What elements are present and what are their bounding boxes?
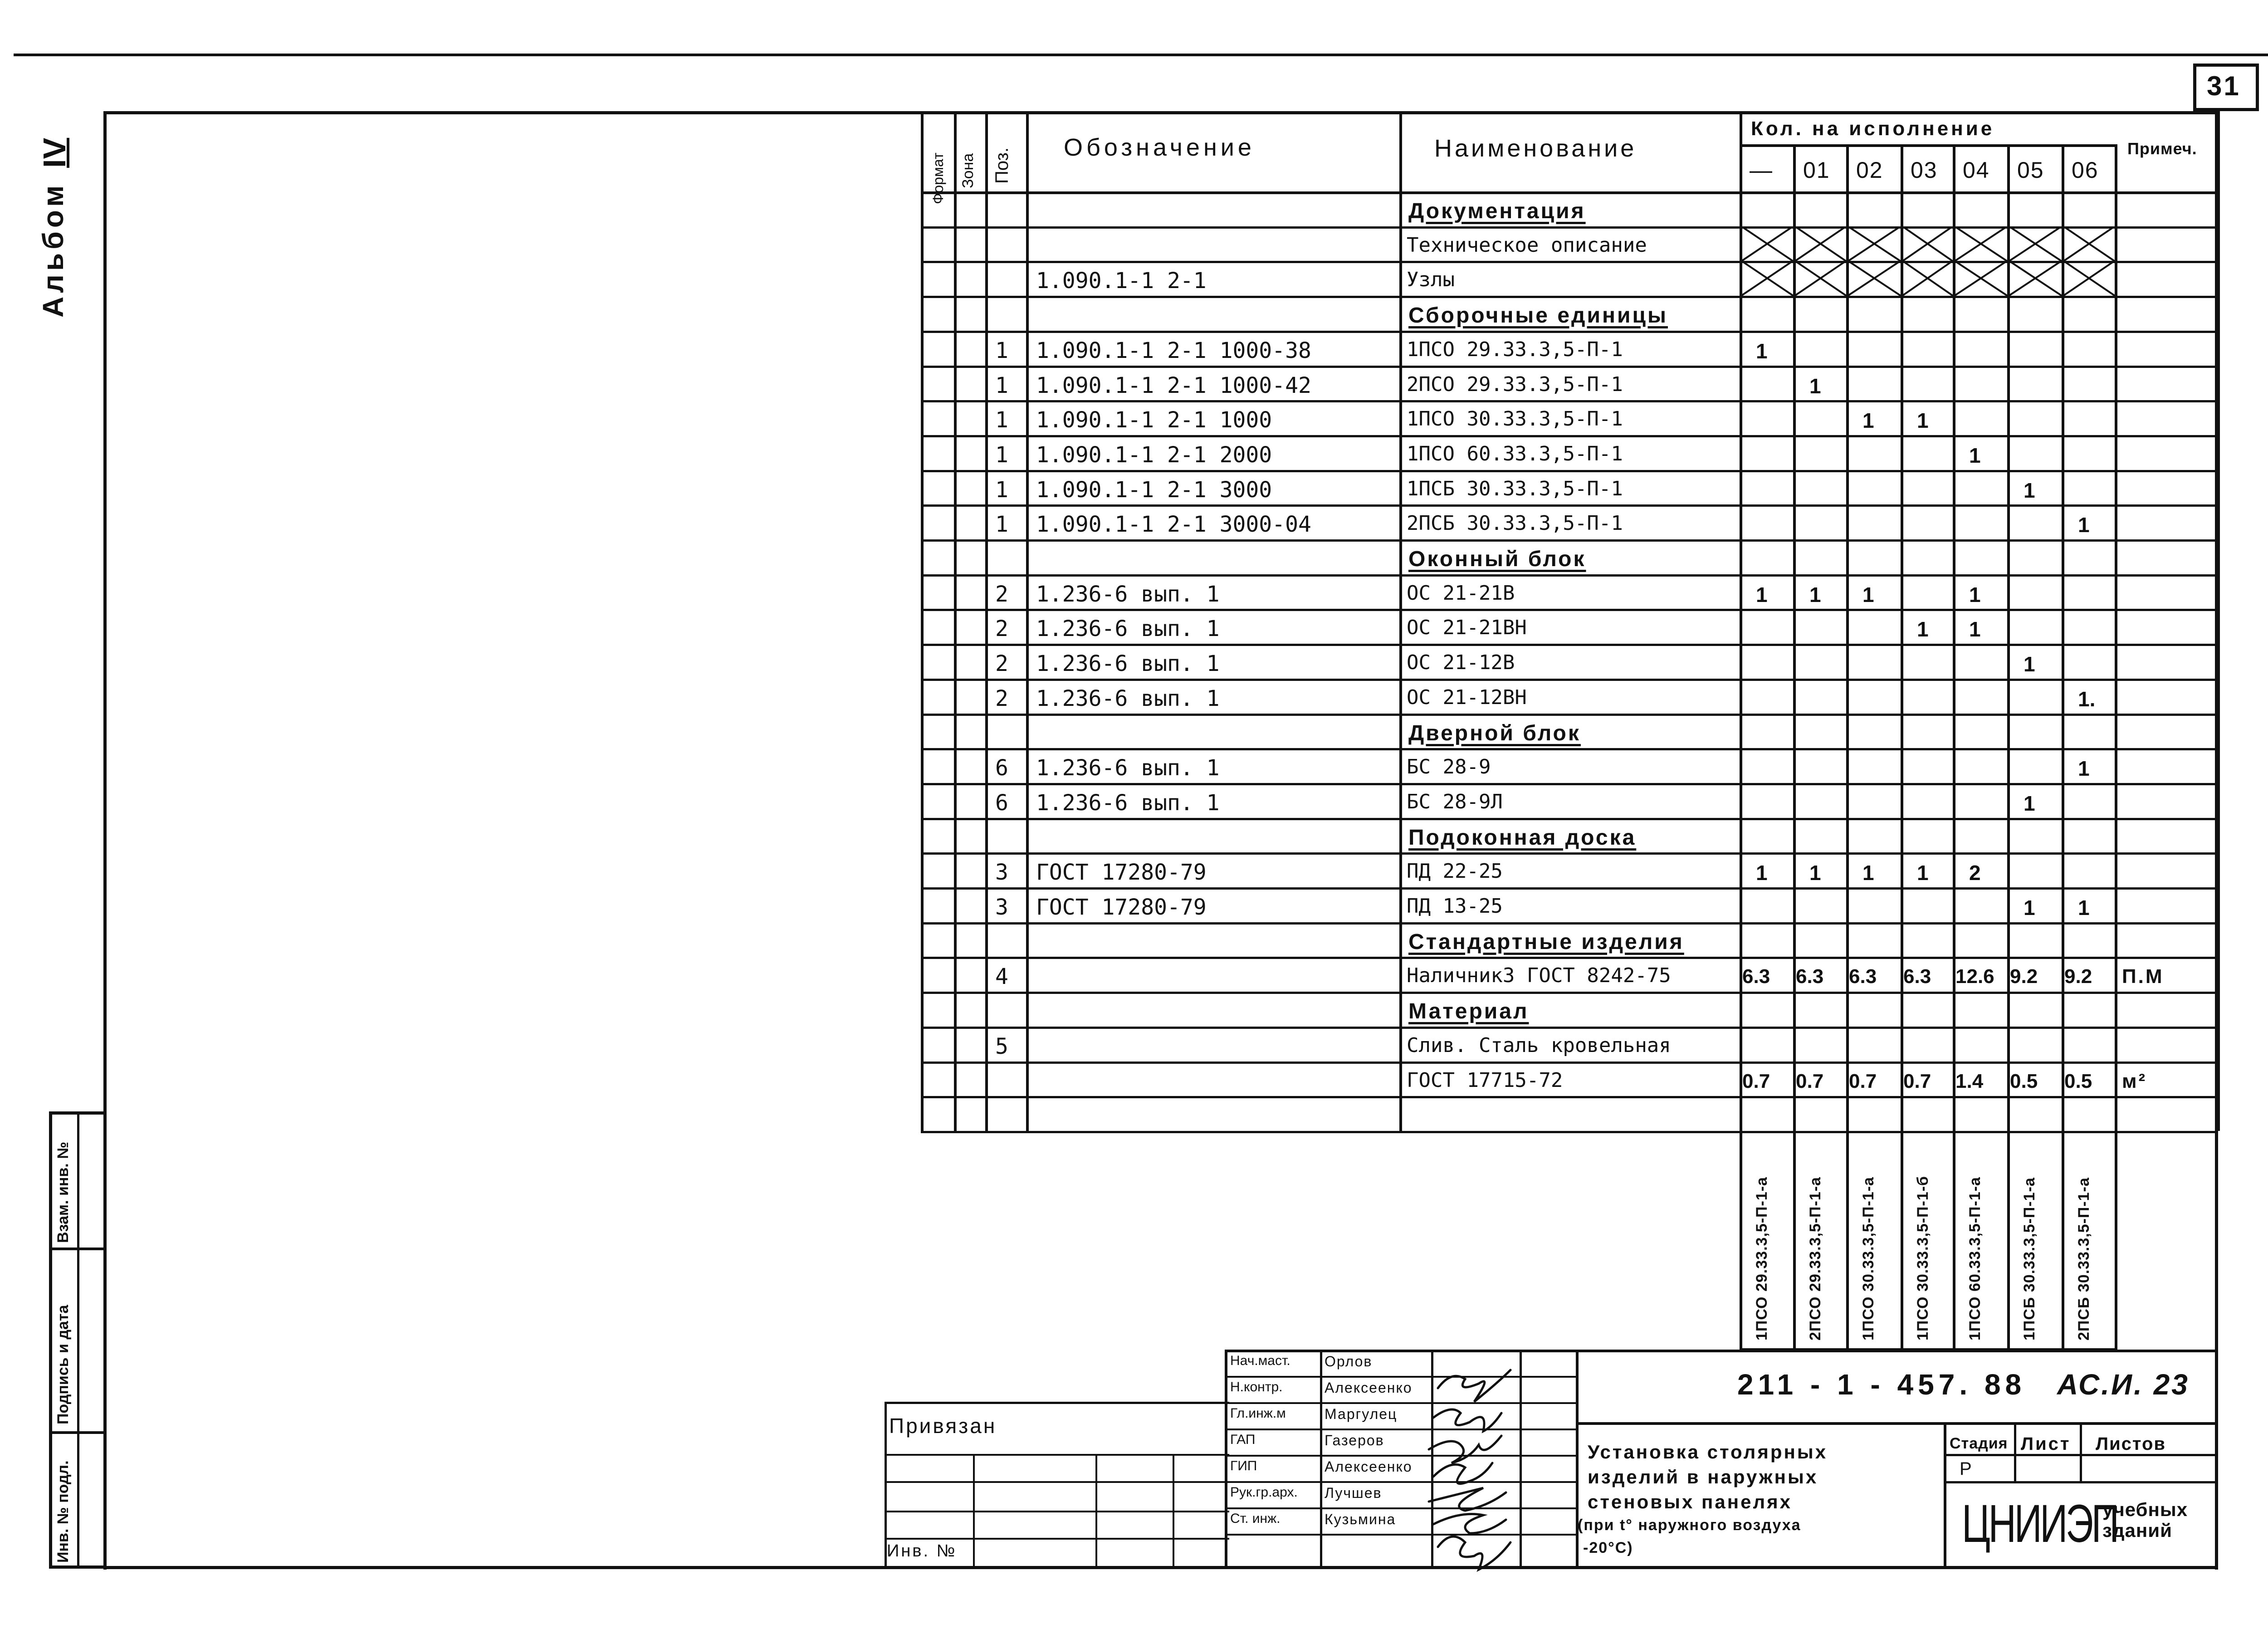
quantity-cell: 1 <box>1756 582 1768 607</box>
sheets-label: Листов <box>2096 1434 2166 1454</box>
role-label: Ст. инж. <box>1230 1511 1281 1526</box>
row-name: Наличник3 ГОСТ 8242-75 <box>1407 964 1671 988</box>
variant-vertical-label: 2ПСБ 30.33.3,5-П-1-а <box>2075 1177 2092 1340</box>
row-name: 1ПСБ 30.33.3,5-П-1 <box>1407 477 1623 500</box>
side-stamp-inv-podl: Инв. № подл. <box>54 1460 72 1563</box>
quantity-cell: 1 <box>1809 374 1821 398</box>
code-bottom-line <box>1579 1422 2218 1425</box>
bound-col-line <box>1095 1454 1097 1567</box>
row-name: ОС 21-21ВН <box>1407 616 1527 640</box>
roles-row-line <box>1225 1376 1579 1378</box>
table-col-line <box>921 111 924 1131</box>
crossed-cell <box>1955 261 2007 296</box>
section-heading: Сборочные единицы <box>1408 303 1668 328</box>
quantity-cell: 9.2 <box>2064 965 2092 988</box>
bound-line-5 <box>885 1538 1229 1540</box>
row-name: 1ПСО 30.33.3,5-П-1 <box>1407 407 1623 431</box>
sheet-mark: АС.И. 23 <box>2057 1368 2190 1401</box>
header-variant-0: — <box>1750 157 1773 183</box>
roles-row-line <box>1225 1534 1579 1536</box>
table-row-line <box>921 435 2217 437</box>
quantity-cell: 1 <box>1969 617 1981 641</box>
table-row-line <box>921 504 2217 507</box>
row-name: Узлы <box>1407 268 1455 292</box>
row-designation: 1.236-6 вып. 1 <box>1036 581 1220 607</box>
title-line-3: стеновых панелях <box>1588 1491 1793 1512</box>
row-name: БС 28-9Л <box>1407 790 1503 813</box>
crossed-cell <box>2063 261 2115 296</box>
row-designation: 1.090.1-1 2-1 <box>1036 268 1207 294</box>
quantity-cell: 1 <box>1862 409 1874 433</box>
roles-row-line <box>1225 1507 1579 1509</box>
quantity-cell: 1 <box>1756 861 1768 885</box>
role-name: Алексеенко <box>1325 1458 1413 1475</box>
table-col-line <box>2115 144 2117 1350</box>
stage-value: Р <box>1960 1459 1974 1479</box>
quantity-cell: 12.6 <box>1955 965 1994 988</box>
doc-code: 211 - 1 - 457. 88 <box>1737 1368 2026 1401</box>
row-name: 1ПСО 60.33.3,5-П-1 <box>1407 442 1623 465</box>
table-row-line <box>921 887 2217 890</box>
row-designation: ГОСТ 17280-79 <box>1036 895 1207 920</box>
table-row-line <box>921 1062 2217 1064</box>
section-heading: Дверной блок <box>1408 721 1581 745</box>
role-label: ГАП <box>1230 1432 1256 1447</box>
side-stamp-vzam-inv: Взам. инв. № <box>54 1141 72 1243</box>
table-row-line <box>921 539 2217 542</box>
inv-no-label: Инв. № <box>887 1541 957 1561</box>
quantity-cell: 9.2 <box>2010 965 2038 988</box>
header-split-line <box>1740 144 2115 147</box>
header-designation: Обозначение <box>1064 134 1255 161</box>
row-pos: 1 <box>995 477 1008 503</box>
quantity-cell: 1 <box>1969 582 1981 607</box>
quantity-cell: 1.4 <box>1955 1070 1984 1092</box>
variant-vertical-label: 2ПСО 29.33.3,5-П-1-а <box>1807 1177 1824 1340</box>
table-row-line <box>921 783 2217 785</box>
title-line-4: (при t° наружного воздуха <box>1578 1517 1801 1534</box>
quantity-cell: 1 <box>2078 896 2090 920</box>
row-pos: 3 <box>995 860 1008 885</box>
table-row-line <box>921 957 2217 959</box>
row-note: П.М <box>2122 965 2164 988</box>
quantity-cell: 1 <box>1862 861 1874 885</box>
table-row-line <box>921 852 2217 855</box>
crossed-cell <box>1848 261 1901 296</box>
table-row-line <box>921 1096 2217 1098</box>
row-designation: 1.090.1-1 2-1 3000 <box>1036 477 1272 503</box>
crossed-cell <box>2009 226 2062 261</box>
crossed-cell <box>1848 226 1901 261</box>
header-variant-2: 02 <box>1856 157 1883 183</box>
quantity-cell: 6.3 <box>1903 965 1931 988</box>
sheet-label: Лист <box>2021 1434 2071 1454</box>
role-name: Лучшев <box>1325 1485 1382 1501</box>
table-row-line <box>921 366 2217 368</box>
table-col-line <box>1793 144 1796 1350</box>
row-name: ОС 21-21В <box>1407 581 1515 605</box>
quantity-cell: 1 <box>1862 582 1874 607</box>
row-designation: 1.236-6 вып. 1 <box>1036 685 1220 711</box>
table-col-line <box>2217 111 2220 1131</box>
quantity-cell: 0.5 <box>2064 1070 2092 1092</box>
row-pos: 1 <box>995 442 1008 468</box>
quantity-cell: 0.5 <box>2010 1070 2038 1092</box>
quantity-cell: 1 <box>1809 582 1821 607</box>
quantity-cell: 1. <box>2078 687 2096 711</box>
table-row-line <box>921 644 2217 646</box>
org-logo: ЦНИИЭП <box>1962 1494 2117 1554</box>
table-row-line <box>921 574 2217 577</box>
row-designation: 1.236-6 вып. 1 <box>1036 616 1220 642</box>
row-pos: 4 <box>995 964 1008 990</box>
section-heading: Оконный блок <box>1408 547 1586 571</box>
crossed-cell <box>1795 261 1846 296</box>
crossed-cell <box>1741 261 1793 296</box>
top-border-line <box>14 54 2268 56</box>
row-name: ГОСТ 17715-72 <box>1407 1068 1563 1092</box>
bound-col-line <box>973 1454 975 1567</box>
role-label: Нач.маст. <box>1230 1353 1290 1368</box>
crossed-cell <box>1902 261 1953 296</box>
album-label: Альбом <box>37 181 69 318</box>
stage-col-line <box>2080 1422 2082 1481</box>
quantity-cell: 1 <box>2078 757 2090 781</box>
role-name: Алексеенко <box>1325 1380 1413 1396</box>
row-designation: 1.090.1-1 2-1 1000 <box>1036 407 1272 433</box>
role-label: Н.контр. <box>1230 1380 1283 1394</box>
table-col-line <box>1026 111 1029 1131</box>
role-name: Кузьмина <box>1325 1511 1396 1527</box>
bound-label: Привязан <box>889 1414 997 1438</box>
row-name: ПД 22-25 <box>1407 860 1503 883</box>
crossed-cell <box>1902 226 1953 261</box>
row-designation: 1.090.1-1 2-1 2000 <box>1036 442 1272 468</box>
title-line-1: Установка столярных <box>1588 1441 1828 1463</box>
header-variant-6: 06 <box>2072 157 2099 183</box>
bound-col-line <box>1173 1454 1174 1567</box>
roles-row-line <box>1225 1429 1579 1430</box>
table-col-line <box>1953 144 1955 1350</box>
stage-col-line <box>2014 1422 2016 1481</box>
quantity-cell: 2 <box>1969 861 1981 885</box>
variant-vertical-label: 1ПСО 29.33.3,5-П-1-а <box>1753 1177 1770 1340</box>
roles-row-line <box>1225 1455 1579 1457</box>
quantity-cell: 1 <box>1756 339 1768 363</box>
row-name: Слив. Сталь кровельная <box>1407 1033 1671 1057</box>
row-name: 2ПСО 29.33.3,5-П-1 <box>1407 372 1623 396</box>
row-name: Техническое описание <box>1407 233 1647 257</box>
bound-line-3 <box>885 1481 1229 1483</box>
quantity-cell: 1 <box>1969 443 1981 467</box>
variant-vertical-label: 1ПСБ 30.33.3,5-П-1-а <box>2021 1177 2038 1340</box>
table-col-line <box>1846 144 1849 1350</box>
row-name: ПД 13-25 <box>1407 895 1503 918</box>
row-note: м² <box>2122 1070 2147 1092</box>
row-pos: 2 <box>995 651 1008 677</box>
role-label: Гл.инж.м <box>1230 1406 1286 1421</box>
row-pos: 2 <box>995 581 1008 607</box>
section-heading: Стандартные изделия <box>1408 930 1684 954</box>
quantity-cell: 1 <box>1917 409 1929 433</box>
quantity-cell: 0.7 <box>1849 1070 1877 1092</box>
row-pos: 1 <box>995 407 1008 433</box>
quantity-cell: 1 <box>2024 478 2035 502</box>
row-designation: ГОСТ 17280-79 <box>1036 860 1207 885</box>
row-pos: 6 <box>995 790 1008 816</box>
variant-vertical-label: 1ПСО 60.33.3,5-П-1-а <box>1966 1177 1984 1340</box>
header-qty: Кол. на исполнение <box>1751 117 1995 140</box>
header-name: Наименование <box>1434 135 1637 162</box>
header-pos: Поз. <box>992 147 1012 184</box>
variant-vertical-label: 1ПСО 30.33.3,5-П-1-б <box>1914 1175 1931 1340</box>
page-number: 31 <box>2207 71 2241 101</box>
table-row-line <box>921 714 2217 716</box>
quantity-cell: 1 <box>2024 791 2035 815</box>
side-stamp-signature-date: Подпись и дата <box>54 1305 72 1424</box>
table-row-line <box>921 992 2217 994</box>
row-name: ОС 21-12В <box>1407 651 1515 675</box>
bound-line-4 <box>885 1511 1229 1512</box>
frame-top-line <box>104 111 2218 114</box>
role-name: Газеров <box>1325 1432 1384 1448</box>
table-row-line <box>921 400 2217 402</box>
quantity-cell: 1 <box>2078 513 2090 537</box>
roles-row-line <box>1225 1481 1579 1483</box>
table-row-line <box>921 679 2217 681</box>
bound-line-2 <box>885 1454 1229 1456</box>
quantity-cell: 1 <box>1917 861 1929 885</box>
row-pos: 2 <box>995 616 1008 642</box>
crossed-cell <box>1741 226 1793 261</box>
table-row-line <box>921 609 2217 611</box>
row-pos: 1 <box>995 372 1008 398</box>
table-row-line <box>921 1027 2217 1029</box>
section-heading: Подоконная доска <box>1408 825 1637 850</box>
header-variant-1: 01 <box>1803 157 1830 183</box>
table-row-line <box>921 1131 2217 1133</box>
quantity-cell: 1 <box>2024 652 2035 676</box>
crossed-cell <box>1955 226 2007 261</box>
row-pos: 3 <box>995 895 1008 920</box>
table-col-line <box>954 111 957 1131</box>
row-pos: 6 <box>995 755 1008 781</box>
row-designation: 1.090.1-1 2-1 1000-42 <box>1036 372 1311 398</box>
title-line-5: -20°С) <box>1583 1539 1633 1556</box>
quantity-cell: 6.3 <box>1742 965 1770 988</box>
table-col-line <box>1399 111 1402 1131</box>
quantity-cell: 0.7 <box>1742 1070 1770 1092</box>
header-variant-4: 04 <box>1963 157 1990 183</box>
table-row-line <box>921 470 2217 472</box>
role-name: Орлов <box>1325 1353 1373 1370</box>
row-designation: 1.090.1-1 2-1 3000-04 <box>1036 512 1311 538</box>
role-name: Маргулец <box>1325 1406 1398 1422</box>
row-designation: 1.090.1-1 2-1 1000-38 <box>1036 338 1311 363</box>
quantity-cell: 6.3 <box>1849 965 1877 988</box>
header-format: Формат <box>930 152 946 204</box>
crossed-cell <box>2009 261 2062 296</box>
crossed-cell <box>2063 226 2115 261</box>
header-variant-5: 05 <box>2017 157 2044 183</box>
code-top-line <box>1579 1350 2218 1352</box>
table-col-line <box>985 111 988 1131</box>
header-note: Примеч. <box>2127 139 2197 158</box>
title-line-2: изделий в наружных <box>1588 1466 1818 1487</box>
row-pos: 5 <box>995 1033 1008 1059</box>
quantity-cell: 0.7 <box>1903 1070 1931 1092</box>
album-numeral: IV <box>37 137 72 168</box>
row-designation: 1.236-6 вып. 1 <box>1036 651 1220 677</box>
row-pos: 1 <box>995 512 1008 538</box>
variant-vertical-label: 1ПСО 30.33.3,5-П-1-а <box>1860 1177 1877 1340</box>
roles-row-line <box>1225 1402 1579 1404</box>
row-designation: 1.236-6 вып. 1 <box>1036 790 1220 816</box>
table-col-line <box>2007 144 2010 1350</box>
row-name: 1ПСО 29.33.3,5-П-1 <box>1407 338 1623 361</box>
header-bottom-line <box>921 191 2217 194</box>
table-row-line <box>921 296 2217 298</box>
role-label: ГИП <box>1230 1458 1257 1473</box>
bound-top-line <box>885 1402 1229 1404</box>
row-pos: 1 <box>995 338 1008 363</box>
row-name: ОС 21-12ВН <box>1407 685 1527 709</box>
stage-label: Стадия <box>1950 1435 2008 1452</box>
quantity-cell: 1 <box>1809 861 1821 885</box>
header-variant-3: 03 <box>1911 157 1938 183</box>
quantity-cell: 0.7 <box>1796 1070 1824 1092</box>
header-zone: Зона <box>959 153 977 188</box>
role-label: Рук.гр.арх. <box>1230 1485 1298 1500</box>
table-col-line <box>1901 144 1903 1350</box>
section-heading: Документация <box>1408 199 1586 223</box>
frame-bottom-line <box>103 1566 2218 1569</box>
table-col-line <box>2062 144 2064 1350</box>
row-name: БС 28-9 <box>1407 755 1491 779</box>
crossed-cell <box>1795 226 1846 261</box>
org-sub: учебных зданий <box>2102 1499 2188 1541</box>
table-row-line <box>921 818 2217 820</box>
title-right-divider <box>1944 1422 1946 1567</box>
row-pos: 2 <box>995 685 1008 711</box>
table-row-line <box>921 922 2217 925</box>
row-name: 2ПСБ 30.33.3,5-П-1 <box>1407 512 1623 535</box>
quantity-cell: 1 <box>1917 617 1929 641</box>
stage-row-line-2 <box>1944 1481 2216 1483</box>
table-row-line <box>921 331 2217 333</box>
quantity-cell: 6.3 <box>1796 965 1824 988</box>
table-row-line <box>921 748 2217 750</box>
row-designation: 1.236-6 вып. 1 <box>1036 755 1220 781</box>
section-heading: Материал <box>1408 999 1529 1024</box>
side-stamp-inner-line <box>77 1111 79 1569</box>
quantity-cell: 1 <box>2024 896 2035 920</box>
